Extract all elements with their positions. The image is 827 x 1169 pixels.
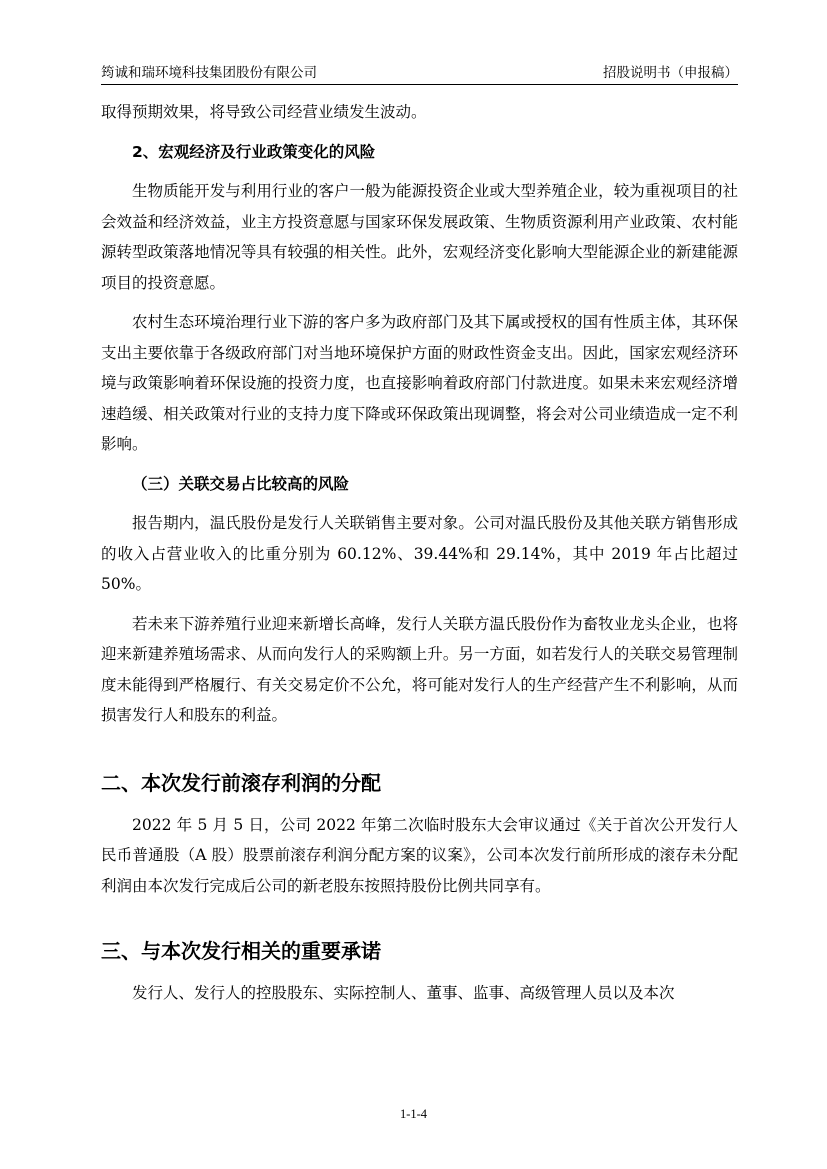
paragraph-continued: 取得预期效果，将导致公司经营业绩发生波动。 [101,103,427,121]
page-header [101,62,738,85]
section-title-profit-distribution: 二、本次发行前滚存利润的分配 [101,770,381,795]
page-content [101,97,738,1018]
paragraph-profit-distribution: 2022 年 5 月 5 日，公司 2022 年第二次临时股东大会审议通过《关于首次公开发行人民币普通股（A 股）股票前滚存利润分配方案的议案》，公司本次发行前所形成的滚存未分配利润由本次发行完成后公司的新老股东按照持股份比例共同享有。 [101,815,738,895]
section-title-commitments: 三、与本次发行相关的重要承诺 [101,939,381,963]
heading-macro-risk: 2、宏观经济及行业政策变化的风险 [132,142,376,161]
heading-related-transactions: （三）关联交易占比较高的风险 [132,474,350,493]
paragraph-related-sales: 报告期内，温氏股份是发行人关联销售主要对象。公司对温氏股份及其他关联方销售形成的收入占营业收入的比重分别为 60.12%、39.44%和 29.14%，其中 2019 年占比超过 50%。 [101,514,738,593]
page-number: 1-1-4 [399,1107,428,1121]
paragraph-related-future: 若未来下游养殖行业迎来新增长高峰，发行人关联方温氏股份作为畜牧业龙头企业，也将迎来新建养殖场需求、从而向发行人的采购额上升。另一方面，如若发行人的关联交易管理制度未能得到严格履行、有关交易定价不公允，将可能对发行人的生产经营产生不利影响，从而损害发行人和股东的利益。 [101,614,738,724]
paragraph-rural-environment: 农村生态环境治理行业下游的客户多为政府部门及其下属或授权的国有性质主体，其环保支出主要依靠于各级政府部门对当地环境保护方面的财政性资金支出。因此，国家宏观经济环境与政策影响着环保设施的投资力度，也直接影响着政府部门付款进度。如果未来宏观经济增速趋缓、相关政策对行业的支持力度下降或环保政策出现调整，将会对公司业绩造成一定不利影响。 [101,313,738,453]
header-doc-type: 招股说明书（申报稿） [603,65,738,81]
paragraph-commitments: 发行人、发行人的控股股东、实际控制人、董事、监事、高级管理人员以及本次 [132,984,675,1002]
paragraph-biomass-customers: 生物质能开发与利用行业的客户一般为能源投资企业或大型养殖企业，较为重视项目的社会效益和经济效益，业主方投资意愿与国家环保发展政策、生物质资源利用产业政策、农村能源转型政策落地情况等具有较强的相关性。此外，宏观经济变化影响大型能源企业的新建能源项目的投资意愿。 [101,182,738,292]
header-company: 筠诚和瑞环境科技集团股份有限公司 [101,65,317,81]
